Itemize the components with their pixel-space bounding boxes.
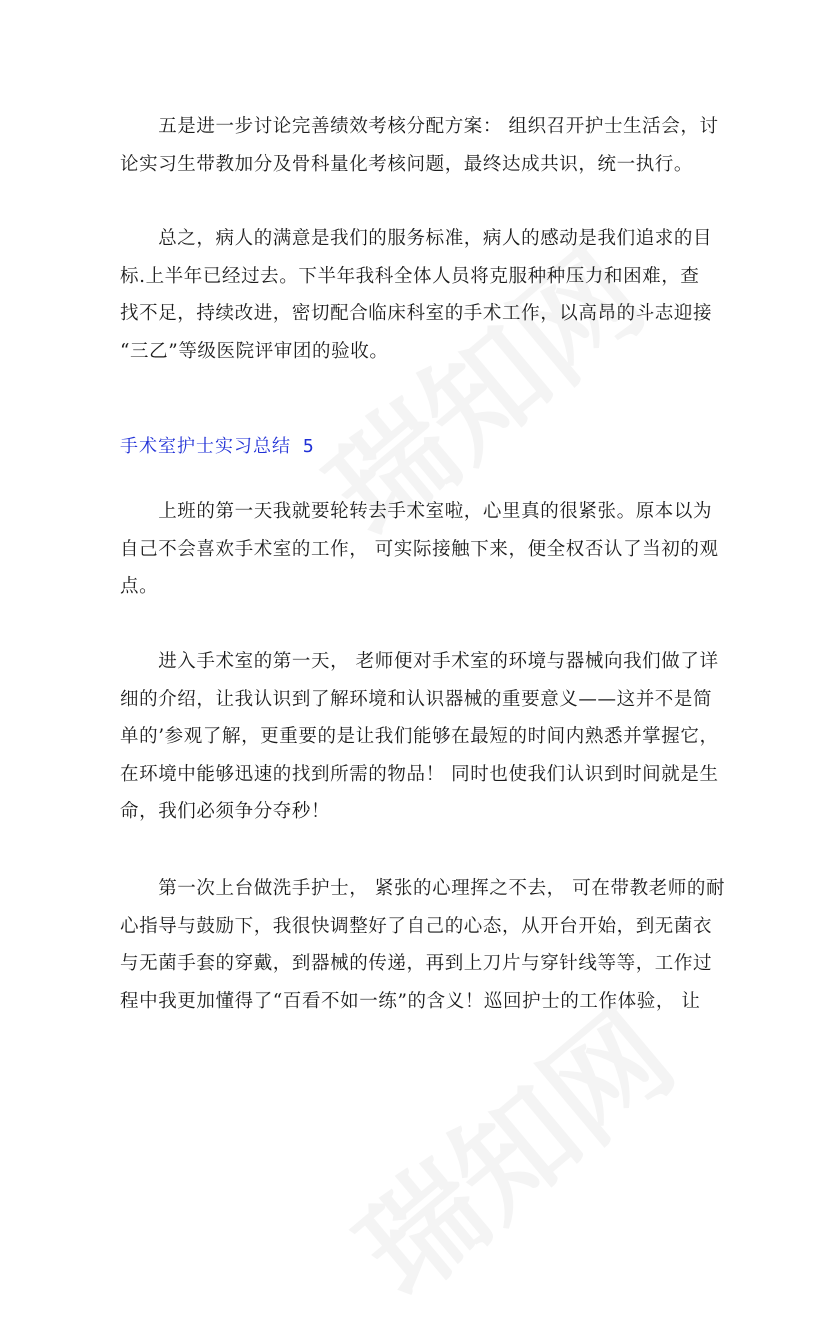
text-line: 单的’参观了解，更重要的是让我们能够在最短的时间内熟悉并掌握它， bbox=[120, 726, 719, 747]
section-heading: 手术室护士实习总结 5 bbox=[120, 436, 315, 457]
text-line: 命，我们必须争分夺秒！ bbox=[120, 801, 331, 822]
text-line: 进入手术室的第一天， 老师便对手术室的环境与器械向我们做了详 bbox=[120, 651, 719, 672]
text-line: “三乙”等级医院评审团的验收。 bbox=[120, 340, 389, 362]
text-line: 细的介绍，让我认识到了解环境和认识器械的重要意义——这并不是简 bbox=[120, 688, 713, 710]
text-line: 在环境中能够迅速的找到所需的物品！ 同时也使我们认识到时间就是生 bbox=[120, 763, 719, 785]
text-line: 论实习生带教加分及骨科量化考核问题，最终达成共识，统一执行。 bbox=[120, 153, 694, 175]
paragraph-first-day bbox=[120, 493, 720, 606]
text-line: 程中我更加懂得了“百看不如一练”的含义！巡回护士的工作体验， 让 bbox=[120, 990, 701, 1012]
text-line: 标.上半年已经过去。下半年我科全体人员将克服种种压力和困难，查 bbox=[120, 265, 700, 287]
text-line: 心指导与鼓励下，我很快调整好了自己的心态，从开台开始，到无菌衣 bbox=[120, 915, 713, 937]
text-line: 上班的第一天我就要轮转去手术室啦，心里真的很紧张。原本以为 bbox=[120, 501, 713, 522]
text-line: 第一次上台做洗手护士， 紧张的心理挥之不去， 可在带教老师的耐 bbox=[120, 878, 726, 899]
text-line: 五是进一步讨论完善绩效考核分配方案： 组织召开护士生活会，讨 bbox=[120, 116, 719, 137]
text-line: 点。 bbox=[120, 576, 159, 597]
text-line: 找不足，持续改进，密切配合临床科室的手术工作，以高昂的斗志迎接 bbox=[120, 303, 713, 324]
text-line: 与无菌手套的穿戴，到器械的传递，再到上刀片与穿针线等等，工作过 bbox=[120, 953, 713, 974]
text-line: 自己不会喜欢手术室的工作， 可实际接触下来，便全权否认了当初的观 bbox=[120, 538, 719, 560]
paragraph-summary bbox=[120, 220, 720, 370]
text-line: 总之，病人的满意是我们的服务标准，病人的感动是我们追求的目 bbox=[120, 228, 713, 249]
paragraph-performance-plan bbox=[120, 108, 720, 183]
paragraph-entering-or bbox=[120, 643, 720, 831]
paragraph-scrub-nurse bbox=[120, 870, 726, 1020]
